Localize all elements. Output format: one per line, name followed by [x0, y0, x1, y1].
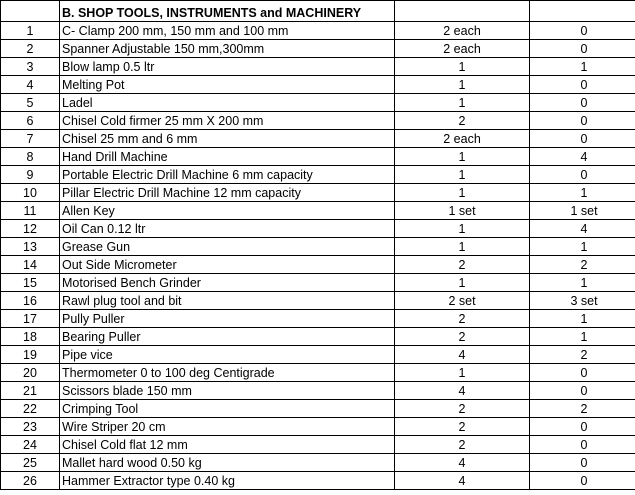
row-number-cell[interactable]: 8: [1, 148, 60, 166]
row-number-cell[interactable]: 1: [1, 22, 60, 40]
quantity-2-cell[interactable]: 0: [530, 472, 635, 490]
row-number-cell[interactable]: 2: [1, 40, 60, 58]
quantity-2-cell[interactable]: 0: [530, 94, 635, 112]
row-number-cell[interactable]: 25: [1, 454, 60, 472]
quantity-2-cell[interactable]: 0: [530, 22, 635, 40]
section-title[interactable]: B. SHOP TOOLS, INSTRUMENTS and MACHINERY: [60, 1, 395, 22]
quantity-1-cell[interactable]: 1: [395, 148, 530, 166]
item-name-cell[interactable]: Chisel 25 mm and 6 mm: [60, 130, 395, 148]
row-number-cell[interactable]: 21: [1, 382, 60, 400]
table-row: [1, 256, 635, 274]
item-name-cell[interactable]: Motorised Bench Grinder: [60, 274, 395, 292]
row-number-cell[interactable]: 11: [1, 202, 60, 220]
section-header-row: [1, 1, 635, 22]
quantity-2-cell[interactable]: 1: [530, 58, 635, 76]
row-number-cell[interactable]: 9: [1, 166, 60, 184]
header-blank-cell[interactable]: [530, 1, 635, 22]
item-name-cell[interactable]: C- Clamp 200 mm, 150 mm and 100 mm: [60, 22, 395, 40]
quantity-1-cell[interactable]: 2: [395, 310, 530, 328]
quantity-2-cell[interactable]: 1: [530, 184, 635, 202]
row-number-cell[interactable]: 6: [1, 112, 60, 130]
item-name-cell[interactable]: Bearing Puller: [60, 328, 395, 346]
quantity-1-cell[interactable]: 1: [395, 94, 530, 112]
table-row: [1, 202, 635, 220]
quantity-1-cell[interactable]: 2: [395, 328, 530, 346]
table-row: [1, 472, 635, 490]
table-row: [1, 94, 635, 112]
table-row: [1, 220, 635, 238]
table-row: [1, 436, 635, 454]
quantity-2-cell[interactable]: 0: [530, 454, 635, 472]
quantity-1-cell[interactable]: 1: [395, 166, 530, 184]
quantity-1-cell[interactable]: 2: [395, 112, 530, 130]
row-number-cell[interactable]: 15: [1, 274, 60, 292]
row-number-cell[interactable]: 16: [1, 292, 60, 310]
row-number-cell[interactable]: 18: [1, 328, 60, 346]
row-number-cell[interactable]: 10: [1, 184, 60, 202]
quantity-2-cell[interactable]: 1 set: [530, 202, 635, 220]
item-name-cell[interactable]: Portable Electric Drill Machine 6 mm capacity: [60, 166, 395, 184]
quantity-1-cell[interactable]: 4: [395, 346, 530, 364]
row-number-cell[interactable]: 7: [1, 130, 60, 148]
row-number-cell[interactable]: 12: [1, 220, 60, 238]
item-name-cell[interactable]: Spanner Adjustable 150 mm,300mm: [60, 40, 395, 58]
table-row: [1, 130, 635, 148]
quantity-2-cell[interactable]: 0: [530, 166, 635, 184]
row-number-cell[interactable]: 13: [1, 238, 60, 256]
table-row: [1, 274, 635, 292]
table-row: [1, 22, 635, 40]
quantity-1-cell[interactable]: 1: [395, 76, 530, 94]
tools-table-body: [1, 1, 635, 490]
table-row: [1, 166, 635, 184]
row-number-cell[interactable]: 3: [1, 58, 60, 76]
item-name-cell[interactable]: Allen Key: [60, 202, 395, 220]
item-name-cell[interactable]: Out Side Micrometer: [60, 256, 395, 274]
quantity-1-cell[interactable]: 1: [395, 238, 530, 256]
quantity-1-cell[interactable]: 2 each: [395, 130, 530, 148]
quantity-2-cell[interactable]: 0: [530, 76, 635, 94]
item-name-cell[interactable]: Hammer Extractor type 0.40 kg: [60, 472, 395, 490]
item-name-cell[interactable]: Chisel Cold flat 12 mm: [60, 436, 395, 454]
row-number-cell[interactable]: 5: [1, 94, 60, 112]
row-number-cell[interactable]: 23: [1, 418, 60, 436]
quantity-2-cell[interactable]: 0: [530, 418, 635, 436]
quantity-2-cell[interactable]: 0: [530, 112, 635, 130]
item-name-cell[interactable]: Rawl plug tool and bit: [60, 292, 395, 310]
row-number-cell[interactable]: 20: [1, 364, 60, 382]
row-number-cell[interactable]: 22: [1, 400, 60, 418]
item-name-cell[interactable]: Oil Can 0.12 ltr: [60, 220, 395, 238]
table-row: [1, 58, 635, 76]
quantity-1-cell[interactable]: 2 set: [395, 292, 530, 310]
table-row: [1, 364, 635, 382]
item-name-cell[interactable]: Pully Puller: [60, 310, 395, 328]
quantity-1-cell[interactable]: 2: [395, 400, 530, 418]
quantity-2-cell[interactable]: 1: [530, 310, 635, 328]
quantity-1-cell[interactable]: 1 set: [395, 202, 530, 220]
quantity-1-cell[interactable]: 4: [395, 382, 530, 400]
quantity-2-cell[interactable]: 0: [530, 40, 635, 58]
row-number-cell[interactable]: 4: [1, 76, 60, 94]
quantity-1-cell[interactable]: 2 each: [395, 40, 530, 58]
quantity-2-cell[interactable]: 0: [530, 130, 635, 148]
item-name-cell[interactable]: Pipe vice: [60, 346, 395, 364]
quantity-1-cell[interactable]: 2: [395, 418, 530, 436]
table-row: [1, 76, 635, 94]
quantity-2-cell[interactable]: 2: [530, 256, 635, 274]
quantity-1-cell[interactable]: 1: [395, 274, 530, 292]
item-name-cell[interactable]: Grease Gun: [60, 238, 395, 256]
quantity-1-cell[interactable]: 4: [395, 472, 530, 490]
item-name-cell[interactable]: Crimping Tool: [60, 400, 395, 418]
item-name-cell[interactable]: Blow lamp 0.5 ltr: [60, 58, 395, 76]
item-name-cell[interactable]: Melting Pot: [60, 76, 395, 94]
quantity-2-cell[interactable]: 4: [530, 148, 635, 166]
table-row: [1, 292, 635, 310]
row-number-cell[interactable]: 19: [1, 346, 60, 364]
row-number-cell[interactable]: 26: [1, 472, 60, 490]
table-row: [1, 346, 635, 364]
table-row: [1, 40, 635, 58]
header-blank-cell[interactable]: [1, 1, 60, 22]
quantity-2-cell[interactable]: 4: [530, 220, 635, 238]
quantity-2-cell[interactable]: 0: [530, 364, 635, 382]
item-name-cell[interactable]: Thermometer 0 to 100 deg Centigrade: [60, 364, 395, 382]
item-name-cell[interactable]: Mallet hard wood 0.50 kg: [60, 454, 395, 472]
quantity-2-cell[interactable]: 1: [530, 238, 635, 256]
table-row: [1, 454, 635, 472]
quantity-2-cell[interactable]: 0: [530, 436, 635, 454]
table-row: [1, 382, 635, 400]
quantity-2-cell[interactable]: 1: [530, 328, 635, 346]
table-row: [1, 184, 635, 202]
quantity-2-cell[interactable]: 2: [530, 346, 635, 364]
table-row: [1, 418, 635, 436]
quantity-1-cell[interactable]: 1: [395, 220, 530, 238]
quantity-2-cell[interactable]: 3 set: [530, 292, 635, 310]
row-number-cell[interactable]: 24: [1, 436, 60, 454]
item-name-cell[interactable]: Scissors blade 150 mm: [60, 382, 395, 400]
table-row: [1, 112, 635, 130]
header-blank-cell[interactable]: [395, 1, 530, 22]
quantity-1-cell[interactable]: 2: [395, 436, 530, 454]
quantity-1-cell[interactable]: 2 each: [395, 22, 530, 40]
table-row: [1, 328, 635, 346]
quantity-1-cell[interactable]: 4: [395, 454, 530, 472]
table-row: [1, 238, 635, 256]
quantity-2-cell[interactable]: 1: [530, 274, 635, 292]
row-number-cell[interactable]: 14: [1, 256, 60, 274]
table-row: [1, 400, 635, 418]
quantity-2-cell[interactable]: 0: [530, 382, 635, 400]
quantity-1-cell[interactable]: 1: [395, 58, 530, 76]
item-name-cell[interactable]: Chisel Cold firmer 25 mm X 200 mm: [60, 112, 395, 130]
item-name-cell[interactable]: Wire Striper 20 cm: [60, 418, 395, 436]
table-row: [1, 148, 635, 166]
quantity-2-cell[interactable]: 2: [530, 400, 635, 418]
item-name-cell[interactable]: Pillar Electric Drill Machine 12 mm capacity: [60, 184, 395, 202]
table-row: [1, 310, 635, 328]
item-name-cell[interactable]: Ladel: [60, 94, 395, 112]
quantity-1-cell[interactable]: 1: [395, 364, 530, 382]
item-name-cell[interactable]: Hand Drill Machine: [60, 148, 395, 166]
quantity-1-cell[interactable]: 1: [395, 184, 530, 202]
row-number-cell[interactable]: 17: [1, 310, 60, 328]
quantity-1-cell[interactable]: 2: [395, 256, 530, 274]
